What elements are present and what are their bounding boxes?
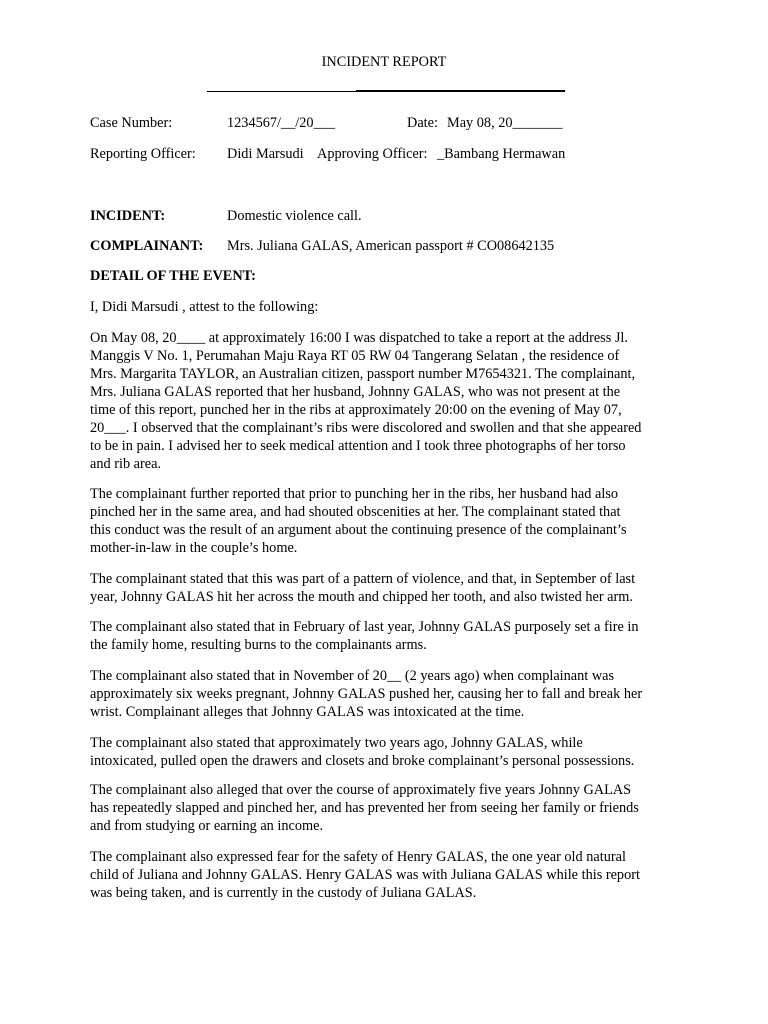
paragraph-line: intoxicated, pulled open the drawers and closets and broke complainant’s personal possessions.: [90, 753, 635, 769]
paragraph-fire: [90, 618, 690, 654]
paragraph-line: was being taken, and is currently in the custody of Juliana GALAS.: [90, 885, 477, 901]
paragraph-line: child of Juliana and Johnny GALAS. Henry GALAS was with Juliana GALAS while this report: [90, 867, 640, 883]
paragraph-line: mother-in-law in the couple’s home.: [90, 540, 298, 556]
paragraph-line: On May 08, 20____ at approximately 16:00 I was dispatched to take a report at the address Jl.: [90, 330, 628, 346]
paragraph-line: to be in pain. I advised her to seek medical attention and I took three photographs of her torso: [90, 438, 626, 454]
incident-label: INCIDENT:: [90, 208, 166, 224]
paragraph-line: Manggis V No. 1, Perumahan Maju Raya RT 05 RW 04 Tangerang Selatan , the residence of: [90, 348, 620, 364]
paragraph-line: time of this report, punched her in the ribs at approximately 20:00 on the evening of May 07,: [90, 402, 622, 418]
complainant-label: COMPLAINANT:: [90, 238, 204, 254]
paragraph-line: The complainant stated that this was part of a pattern of violence, and that, in September of last: [90, 571, 636, 587]
paragraph-line: The complainant further reported that prior to punching her in the ribs, her husband had also: [90, 486, 619, 502]
date-label: Date:: [407, 115, 438, 131]
paragraph-line: the family home, resulting burns to the complainants arms.: [90, 637, 427, 653]
date-value: May 08, 20_______: [447, 115, 563, 131]
incident-value: Domestic violence call.: [227, 208, 362, 224]
detail-heading: DETAIL OF THE EVENT:: [90, 268, 256, 284]
paragraph-line: year, Johnny GALAS hit her across the mouth and chipped her tooth, and also twisted her arm.: [90, 589, 633, 605]
paragraph-line: and rib area.: [90, 456, 162, 472]
paragraph-pattern: [90, 570, 690, 606]
paragraph-line: The complainant also alleged that over the course of approximately five years Johnny GALAS: [90, 782, 632, 798]
paragraph-ongoing-abuse: [90, 781, 690, 835]
paragraph-line: The complainant also stated that in November of 20__ (2 years ago) when complainant was: [90, 668, 615, 684]
approving-officer-label: Approving Officer:: [317, 146, 428, 162]
paragraph-line: The complainant also expressed fear for the safety of Henry GALAS, the one year old natural: [90, 849, 626, 865]
approving-officer-value: _Bambang Hermawan: [437, 146, 566, 162]
case-number-value: 1234567/__/20___: [227, 115, 336, 131]
attestation-line: I, Didi Marsudi , attest to the following:: [90, 299, 319, 315]
paragraph-dispatch: [90, 329, 690, 473]
title-underline-thin: [207, 91, 356, 92]
paragraph-possessions: [90, 734, 690, 770]
reporting-officer-label: Reporting Officer:: [90, 146, 196, 162]
paragraph-child-safety: [90, 848, 690, 902]
paragraph-line: 20___. I observed that the complainant’s ribs were discolored and swollen and that she appeared: [90, 420, 642, 436]
paragraph-line: has repeatedly slapped and pinched her, and has prevented her from seeing her family or friends: [90, 800, 639, 816]
paragraph-pregnancy: [90, 667, 690, 721]
paragraph-line: Mrs. Margarita TAYLOR, an Australian citizen, passport number M7654321. The complainant,: [90, 366, 636, 382]
paragraph-argument: [90, 485, 690, 557]
paragraph-line: pinched her in the same area, and had shouted obscenities at her. The complainant stated that: [90, 504, 621, 520]
paragraph-line: Mrs. Juliana GALAS reported that her husband, Johnny GALAS, who was not present at the: [90, 384, 621, 400]
paragraph-line: and from studying or earning an income.: [90, 818, 324, 834]
paragraph-line: The complainant also stated that in February of last year, Johnny GALAS purposely set a fire in: [90, 619, 639, 635]
case-number-label: Case Number:: [90, 115, 173, 131]
title-underline-thick: [356, 90, 565, 92]
paragraph-line: The complainant also stated that approximately two years ago, Johnny GALAS, while: [90, 735, 583, 751]
reporting-officer-value: Didi Marsudi: [227, 146, 304, 162]
paragraph-line: this conduct was the result of an argument about the continuing presence of the complainant’s: [90, 522, 627, 538]
paragraph-line: wrist. Complainant alleges that Johnny GALAS was intoxicated at the time.: [90, 704, 525, 720]
complainant-value: Mrs. Juliana GALAS, American passport # CO08642135: [227, 238, 555, 254]
page-title: INCIDENT REPORT: [321, 54, 447, 70]
paragraph-line: approximately six weeks pregnant, Johnny GALAS pushed her, causing her to fall and break her: [90, 686, 643, 702]
